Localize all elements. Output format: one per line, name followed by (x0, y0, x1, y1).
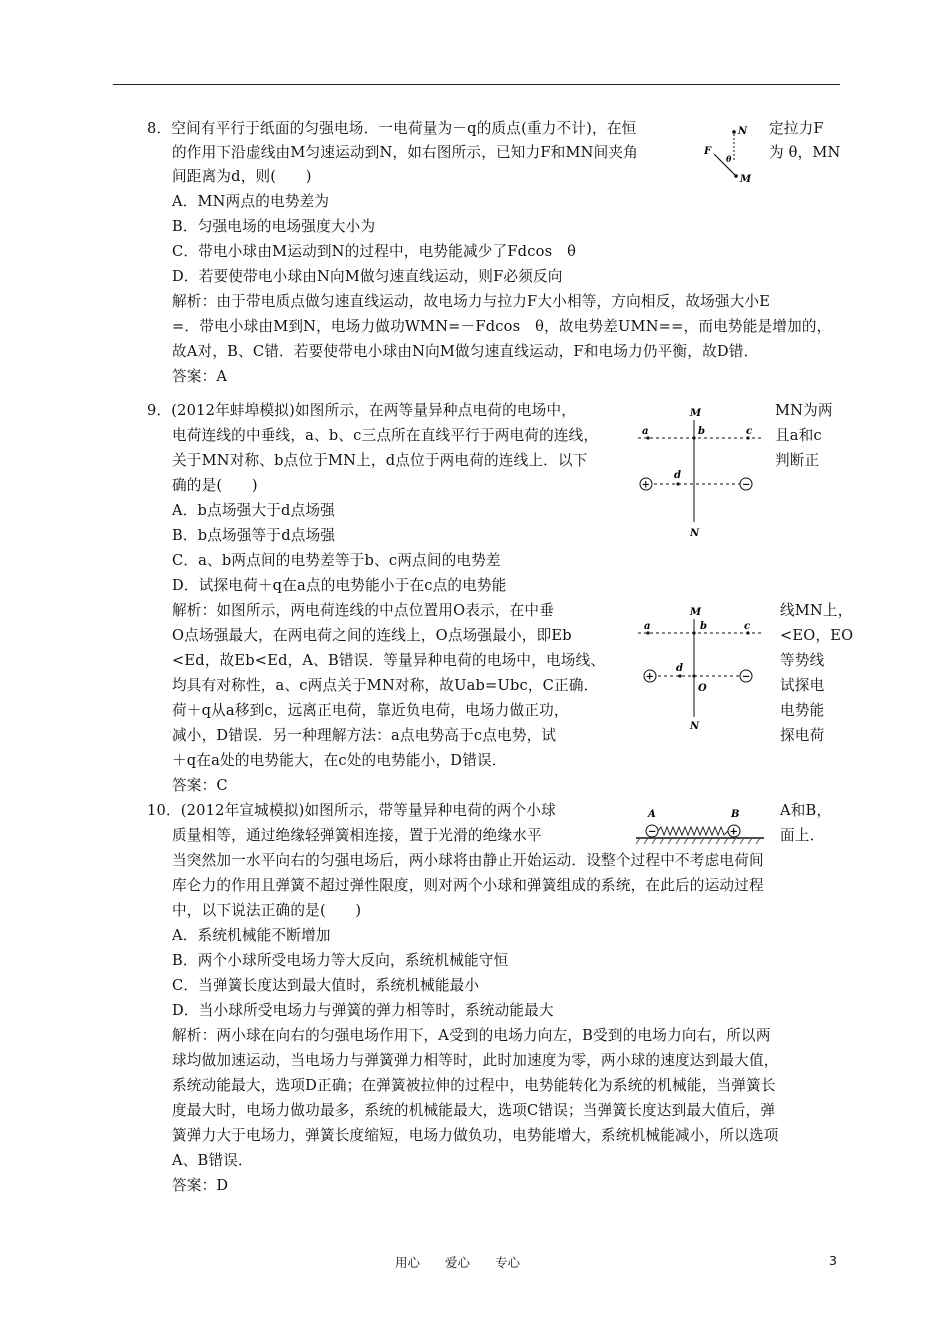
svg-text:M: M (690, 408, 702, 419)
q8-force-line (714, 154, 736, 176)
q10-line-2-right: 面上． (780, 827, 825, 844)
svg-text:b: b (698, 426, 705, 437)
q8-line-2-right: 为 θ，MN (769, 144, 841, 161)
svg-text:N: N (690, 721, 700, 732)
svg-text:O: O (698, 683, 707, 694)
q9-solution-2: O点场强最大，在两电荷之间的连线上，O点场强最小，即Eb (172, 627, 572, 644)
q9-solution-1: 解析：如图所示，两电荷连线的中点位置用O表示，在中垂 (172, 602, 555, 619)
q9-solution-3-right: 等势线 (780, 652, 825, 669)
q10-answer: 答案：D (172, 1177, 229, 1194)
svg-text:M: M (690, 607, 702, 618)
q8-label-n: N (738, 126, 748, 137)
q8-point-m (734, 174, 738, 178)
q8-line-1: 8．空间有平行于纸面的匀强电场．一电荷量为－q的质点(重力不计)，在恒 (147, 120, 637, 137)
q9-solution-5-right: 电势能 (780, 702, 825, 719)
q10-spring (658, 827, 728, 835)
q8-label-m: M (740, 174, 752, 185)
q8-figure (700, 120, 760, 186)
q9-line-3: 关于MN对称、b点位于MN上，d点位于两电荷的连线上．以下 (172, 452, 588, 469)
svg-text:−: − (648, 826, 657, 838)
q10-option-b: B．两个小球所受电场力等大反向，系统机械能守恒 (172, 952, 509, 969)
q9-figure-question (628, 400, 774, 545)
q8-line-3: 间距离为d，则( ) (172, 168, 312, 185)
svg-text:d: d (676, 663, 683, 674)
q10-line-5: 中，以下说法正确的是( ) (172, 902, 362, 919)
q8-point-n (732, 130, 736, 134)
svg-text:a: a (642, 426, 649, 437)
q9-solution-3: <Ed，故Eb<Ed，A、B错误．等量异种电荷的电场中，电场线、 (172, 652, 606, 669)
svg-text:A: A (648, 809, 656, 820)
svg-text:N: N (690, 528, 700, 539)
q8-line-1-right: 定拉力F (769, 120, 824, 137)
svg-text:−: − (742, 479, 751, 491)
q10-line-1-right: A和B， (780, 802, 832, 819)
q10-line-4: 库仑力的作用且弹簧不超过弹性限度，则对两个小球和弹簧组成的系统，在此后的运动过程 (172, 877, 764, 894)
q9-line-3-right: 判断正 (775, 452, 820, 469)
q10-solution-2: 球均做加速运动，当电场力与弹簧弹力相等时，此时加速度为零，两小球的速度达到最大值， (172, 1052, 779, 1069)
q10-solution-3: 系统动能最大，选项D正确；在弹簧被拉伸的过程中，电势能转化为系统的机械能，当弹簧长 (172, 1077, 776, 1094)
q10-option-d: D．当小球所受电场力与弹簧的弹力相等时，系统动能最大 (172, 1002, 554, 1019)
q8-solution-3: 故A对，B、C错．若要使带电小球由N向M做匀速直线运动，F和电场力仍平衡，故D错． (172, 343, 759, 360)
q9-option-a: A．b点场强大于d点场强 (172, 502, 335, 519)
svg-text:+: + (645, 671, 654, 683)
q9-solution-4-right: 试探电 (780, 677, 825, 694)
q10-figure (636, 805, 766, 845)
q8-option-c: C．带电小球由M运动到N的过程中，电势能减少了Fdcos θ (172, 243, 577, 260)
q8-line-2: 的作用下沿虚线由M匀速运动到N，如右图所示，已知力F和MN间夹角 (172, 144, 638, 161)
q10-line-1: 10．(2012年宣城模拟)如图所示，带等量异种电荷的两个小球 (147, 802, 556, 819)
q10-solution-6: A、B错误． (172, 1152, 253, 1169)
q9-solution-6: 减小，D错误．另一种理解方法：a点电势高于c点电势，试 (172, 727, 557, 744)
q8-option-a: A．MN两点的电势差为 (172, 193, 330, 210)
q10-solution-4: 度最大时，电场力做功最多，系统的机械能最大，选项C错误；当弹簧长度达到最大值后，弹 (172, 1102, 776, 1119)
svg-text:c: c (744, 621, 751, 632)
q8-answer: 答案：A (172, 368, 228, 385)
q9-solution-6-right: 探电荷 (780, 727, 825, 744)
q10-option-a: A．系统机械能不断增加 (172, 927, 331, 944)
svg-text:+: + (641, 479, 650, 491)
q8-solution-1: 解析：由于带电质点做匀速直线运动，故电场力与拉力F大小相等，方向相反，故场强大小E (172, 293, 771, 310)
q9-line-1-right: MN为两 (775, 402, 833, 419)
svg-text:c: c (746, 426, 753, 437)
q9-option-d: D．试探电荷＋q在a点的电势能小于在c点的电势能 (172, 577, 507, 594)
q8-option-b: B．匀强电场的电场强度大小为 (172, 218, 376, 235)
q9-solution-1-right: 线MN上， (780, 602, 853, 619)
svg-text:a: a (644, 621, 651, 632)
svg-text:−: − (742, 671, 751, 683)
q9-solution-4: 均具有对称性，a、c两点关于MN对称，故Uab=Ubc，C正确． (172, 677, 599, 694)
q9-option-c: C．a、b两点间的电势差等于b、c两点间的电势差 (172, 552, 501, 569)
q8-label-f: F (704, 146, 712, 157)
q9-line-4: 确的是( ) (172, 477, 258, 494)
svg-text:B: B (731, 809, 740, 820)
q10-solution-5: 簧弹力大于电场力，弹簧长度缩短，电场力做负功，电势能增大，系统机械能减小，所以选项 (172, 1127, 779, 1144)
q9-line-2-right: 且a和c (775, 427, 822, 444)
q9-solution-2-right: <EO，EO (780, 627, 854, 644)
footer-motto: 用心 爱心 专心 (395, 1255, 521, 1270)
q8-solution-2: =．带电小球由M到N，电场力做功WMN=－Fdcos θ，故电势差UMN==，而电势能是增加的， (172, 318, 832, 335)
q9-line-1: 9．(2012年蚌埠模拟)如图所示，在两等量异种点电荷的电场中， (147, 402, 577, 419)
svg-text:b: b (700, 621, 707, 632)
q10-line-2: 质量相等，通过绝缘轻弹簧相连接，置于光滑的绝缘水平 (172, 827, 542, 844)
q8-option-d: D．若要使带电小球由N向M做匀速直线运动，则F必须反向 (172, 268, 563, 285)
q9-option-b: B．b点场强等于d点场强 (172, 527, 336, 544)
q10-line-3: 当突然加一水平向右的匀强电场后，两小球将由静止开始运动．设整个过程中不考虑电荷间 (172, 852, 764, 869)
page-number: 3 (829, 1253, 837, 1268)
svg-text:d: d (674, 470, 681, 481)
q9-line-2: 电荷连线的中垂线，a、b、c三点所在直线平行于两电荷的连线， (172, 427, 599, 444)
q9-solution-7: ＋q在a处的电势能大，在c处的电势能小，D错误． (172, 752, 507, 769)
svg-text:+: + (729, 826, 738, 838)
q9-answer: 答案：C (172, 777, 228, 794)
q10-option-c: C．当弹簧长度达到最大值时，系统机械能最小 (172, 977, 480, 994)
q8-label-theta: θ (726, 154, 732, 164)
header-rule (113, 84, 840, 85)
q10-solution-1: 解析：两小球在向右的匀强电场作用下，A受到的电场力向左，B受到的电场力向右，所以两 (172, 1027, 771, 1044)
q9-solution-5: 荷＋q从a移到c，远离正电荷，靠近负电荷，电场力做正功， (172, 702, 569, 719)
q9-figure-solution (628, 603, 774, 740)
